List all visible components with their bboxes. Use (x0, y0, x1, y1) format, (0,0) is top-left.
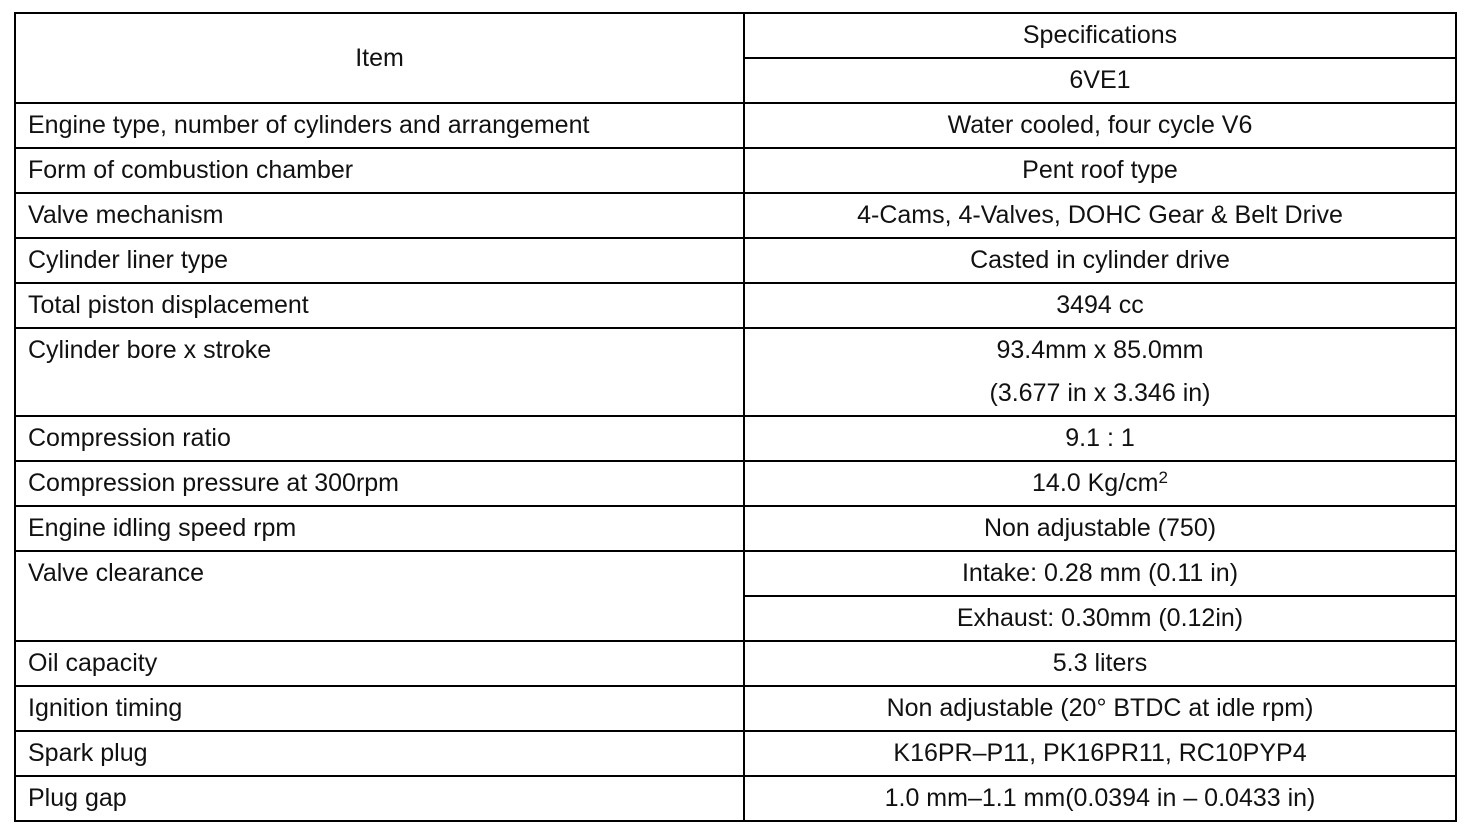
spec-cell: Water cooled, four cycle V6 (744, 103, 1456, 148)
table-row (15, 103, 1456, 148)
spec-line-imperial: (3.677 in x 3.346 in) (989, 379, 1211, 407)
table-row (15, 328, 1456, 416)
item-cell: Spark plug (15, 731, 744, 776)
item-cell: Compression ratio (15, 416, 744, 461)
spec-cell: 3494 cc (744, 283, 1456, 328)
spec-cell: Non adjustable (750) (744, 506, 1456, 551)
table-row (15, 686, 1456, 731)
spec-line-metric: 93.4mm x 85.0mm (996, 336, 1204, 364)
spec-cell: 4-Cams, 4-Valves, DOHC Gear & Belt Drive (744, 193, 1456, 238)
table-row (15, 731, 1456, 776)
table-row (15, 641, 1456, 686)
table-row (15, 461, 1456, 506)
table-row (15, 506, 1456, 551)
table-row (15, 551, 1456, 596)
unit-superscript: 2 (1158, 468, 1168, 487)
table-row (15, 283, 1456, 328)
table-row (15, 238, 1456, 283)
item-cell: Cylinder bore x stroke (15, 328, 744, 416)
table-row (15, 776, 1456, 821)
spec-cell (744, 328, 1456, 416)
table-row (15, 148, 1456, 193)
item-cell: Valve mechanism (15, 193, 744, 238)
spec-cell: 9.1 : 1 (744, 416, 1456, 461)
item-column-header: Item (15, 13, 744, 103)
item-cell: Valve clearance (15, 551, 744, 641)
spec-cell: 5.3 liters (744, 641, 1456, 686)
spec-cell: Non adjustable (20° BTDC at idle rpm) (744, 686, 1456, 731)
table-row (15, 193, 1456, 238)
spec-cell (744, 461, 1456, 506)
spec-cell: K16PR–P11, PK16PR11, RC10PYP4 (744, 731, 1456, 776)
item-cell: Total piston displacement (15, 283, 744, 328)
item-cell: Cylinder liner type (15, 238, 744, 283)
item-cell: Engine idling speed rpm (15, 506, 744, 551)
engine-specifications-table (14, 12, 1457, 822)
table-header-row (15, 13, 1456, 58)
item-cell: Ignition timing (15, 686, 744, 731)
item-cell: Oil capacity (15, 641, 744, 686)
spec-cell-exhaust: Exhaust: 0.30mm (0.12in) (744, 596, 1456, 641)
item-cell: Compression pressure at 300rpm (15, 461, 744, 506)
spec-cell: 1.0 mm–1.1 mm(0.0394 in – 0.0433 in) (744, 776, 1456, 821)
item-cell: Plug gap (15, 776, 744, 821)
item-cell: Form of combustion chamber (15, 148, 744, 193)
engine-model-header: 6VE1 (744, 58, 1456, 103)
spec-cell-intake: Intake: 0.28 mm (0.11 in) (744, 551, 1456, 596)
spec-cell: Casted in cylinder drive (744, 238, 1456, 283)
item-cell: Engine type, number of cylinders and arrangement (15, 103, 744, 148)
table-row (15, 416, 1456, 461)
specifications-column-header: Specifications (744, 13, 1456, 58)
spec-cell: Pent roof type (744, 148, 1456, 193)
spec-value: 14.0 Kg/cm (1032, 469, 1159, 497)
